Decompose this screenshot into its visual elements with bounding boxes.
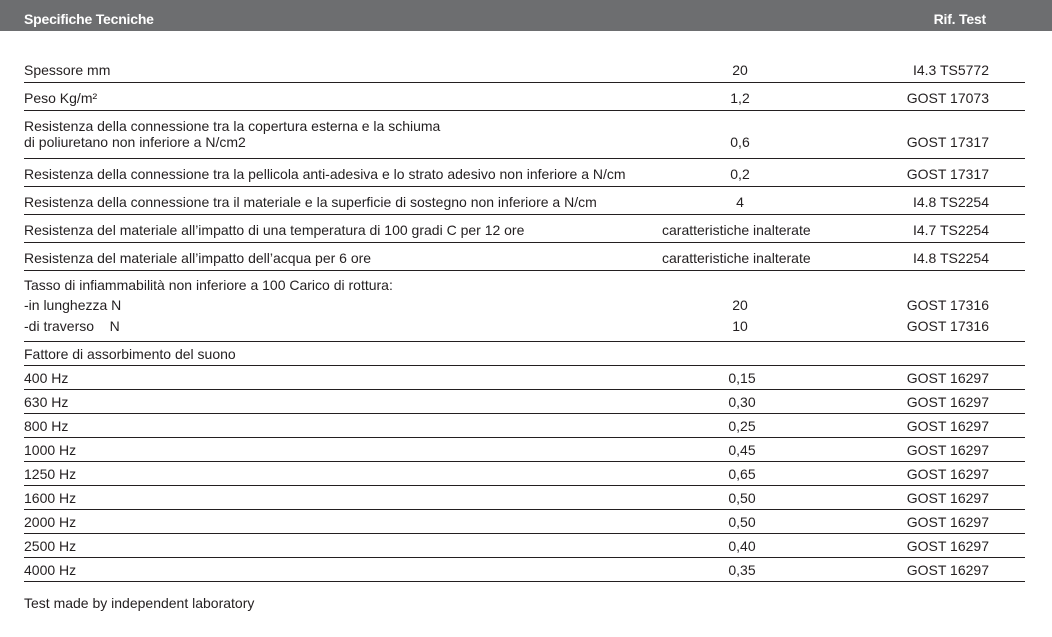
sound-value: 0,45	[728, 442, 756, 458]
sound-ref: GOST 16297	[906, 562, 989, 578]
spec-table	[24, 55, 1025, 582]
row-value: 0,2	[730, 166, 750, 182]
table-row	[24, 55, 1025, 83]
sound-value: 0,35	[728, 562, 756, 578]
sound-ref: GOST 16297	[906, 514, 989, 530]
row-ref: I4.8 TS2254	[912, 194, 989, 210]
sound-value: 0,30	[728, 394, 756, 410]
table-row	[24, 438, 1025, 462]
row-label: Resistenza della connessione tra la copertura esterna e la schiuma	[24, 118, 441, 134]
sound-frequency: 2000 Hz	[24, 514, 77, 530]
table-row	[24, 558, 1025, 582]
table-row	[24, 390, 1025, 414]
row-label: Resistenza del materiale all’impatto dell’acqua per 6 ore	[24, 250, 372, 266]
table-row	[24, 159, 1025, 187]
row-value: 20	[732, 62, 748, 78]
row-label: Spessore mm	[24, 62, 111, 78]
sound-frequency: 400 Hz	[24, 370, 69, 386]
sound-value: 0,50	[728, 490, 756, 506]
header-title: Specifiche Tecniche	[24, 11, 154, 27]
sound-frequency: 1600 Hz	[24, 490, 77, 506]
sound-ref: GOST 16297	[906, 418, 989, 434]
table-row	[24, 243, 1025, 271]
sound-value: 0,50	[728, 514, 756, 530]
table-row	[24, 486, 1025, 510]
table-row	[24, 215, 1025, 243]
sound-ref: GOST 16297	[906, 538, 989, 554]
table-row	[24, 366, 1025, 390]
table-row-sound-title	[24, 342, 1025, 366]
table-row	[24, 111, 1025, 159]
row-ref: I4.3 TS5772	[912, 62, 989, 78]
row-value: caratteristiche inalterate	[662, 250, 811, 266]
sound-value: 0,65	[728, 466, 756, 482]
row-label: Resistenza della connessione tra la pellicola anti-adesiva e lo strato adesivo non inferiore a N/cm	[24, 166, 626, 182]
sound-ref: GOST 16297	[906, 490, 989, 506]
flammability-ref: GOST 17316	[906, 297, 989, 313]
sound-value: 0,25	[728, 418, 756, 434]
sound-frequency: 2500 Hz	[24, 538, 77, 554]
row-ref: I4.7 TS2254	[912, 222, 989, 238]
row-ref: I4.8 TS2254	[912, 250, 989, 266]
row-label: di poliuretano non inferiore a N/cm2	[24, 134, 246, 150]
table-row	[24, 534, 1025, 558]
sound-ref: GOST 16297	[906, 442, 989, 458]
row-value: 4	[736, 194, 744, 210]
row-label: Resistenza della connessione tra il materiale e la superficie di sostegno non inferiore a N/cm	[24, 194, 597, 210]
row-value: 0,6	[730, 134, 750, 150]
sound-frequency: 4000 Hz	[24, 562, 77, 578]
sound-ref: GOST 16297	[906, 394, 989, 410]
flammability-label: -in lunghezza N	[24, 297, 122, 313]
sound-frequency: 630 Hz	[24, 394, 69, 410]
flammability-title: Tasso di infiammabilità non inferiore a 100 Carico di rottura:	[24, 277, 393, 293]
sound-value: 0,15	[728, 370, 756, 386]
sound-value: 0,40	[728, 538, 756, 554]
sound-ref: GOST 16297	[906, 370, 989, 386]
table-header	[0, 0, 1052, 31]
row-label: Resistenza del materiale all’impatto di una temperatura di 100 gradi C per 12 ore	[24, 222, 525, 238]
sound-frequency: 1000 Hz	[24, 442, 77, 458]
row-value: 1,2	[730, 90, 750, 106]
row-ref: GOST 17073	[906, 90, 989, 106]
flammability-value: 20	[732, 297, 748, 313]
table-row	[24, 510, 1025, 534]
sound-ref: GOST 16297	[906, 466, 989, 482]
table-row	[24, 414, 1025, 438]
footer-note: Test made by independent laboratory	[24, 595, 255, 611]
table-row-flammability	[24, 271, 1025, 342]
sound-frequency: 1250 Hz	[24, 466, 77, 482]
table-row	[24, 187, 1025, 215]
row-ref: GOST 17317	[906, 166, 989, 182]
sound-title: Fattore di assorbimento del suono	[24, 346, 236, 362]
sound-frequency: 800 Hz	[24, 418, 69, 434]
flammability-ref: GOST 17316	[906, 318, 989, 334]
table-row	[24, 83, 1025, 111]
row-label: Peso Kg/m²	[24, 90, 98, 106]
row-value: caratteristiche inalterate	[662, 222, 811, 238]
row-ref: GOST 17317	[906, 134, 989, 150]
flammability-value: 10	[732, 318, 748, 334]
header-ref: Rif. Test	[933, 11, 986, 27]
table-row	[24, 462, 1025, 486]
flammability-label: -di traverso N	[24, 318, 120, 334]
